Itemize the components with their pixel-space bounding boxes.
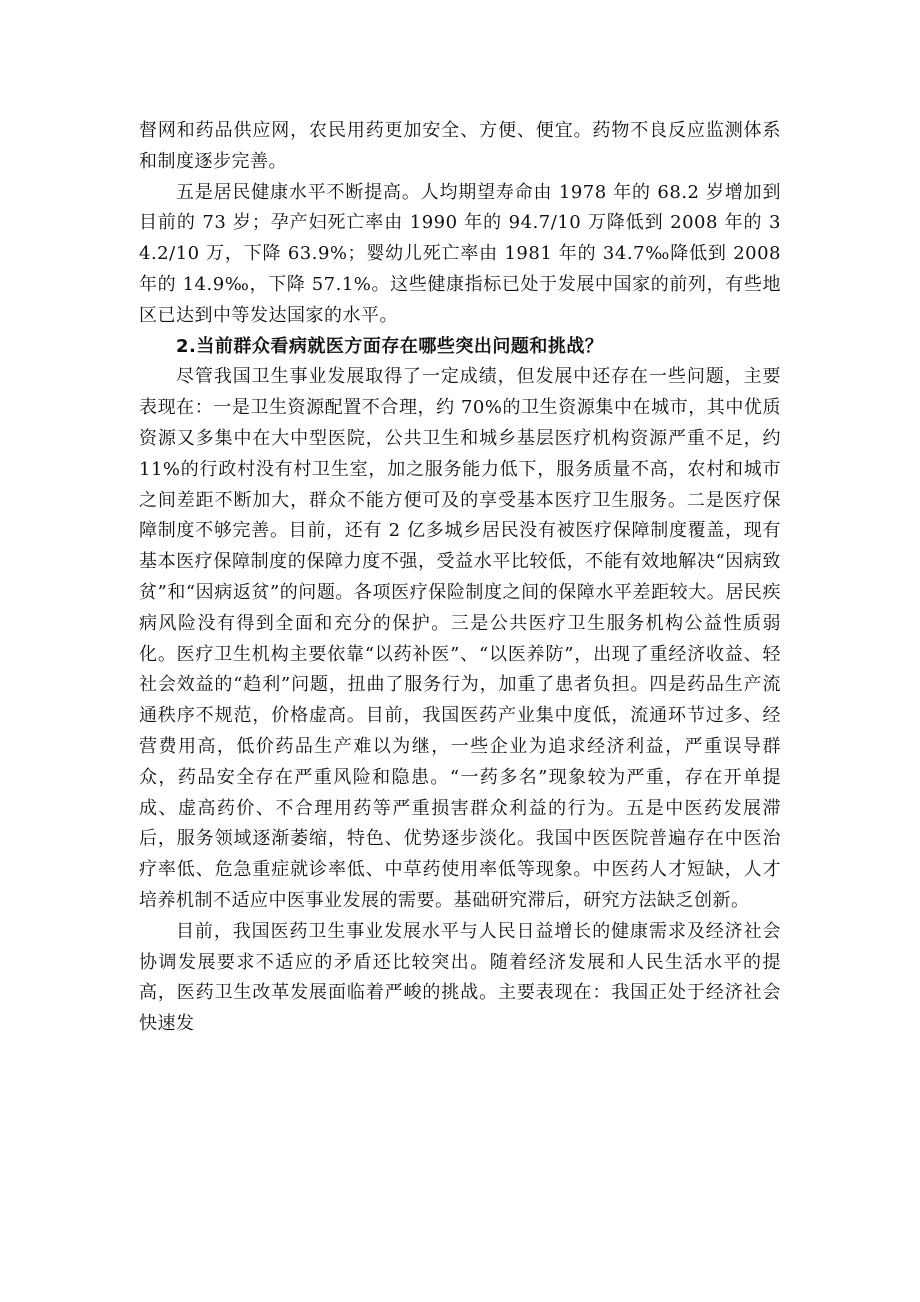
- paragraph-health-level: 五是居民健康水平不断提高。人均期望寿命由 1978 年的 68.2 岁增加到目前的 73 岁；孕产妇死亡率由 1990 年的 94.7/10 万降低到 2008 年的 34.2/10 万，下降 63.9%；婴幼儿死亡率由 1981 年的 34.7‰降低到 2008 年的 14.9‰，下降 57.1%。这些健康指标已处于发展中国家的前列，有些地区已达到中等发达国家的水平。: [139, 181, 781, 326]
- section-heading: 2.当前群众看病就医方面存在哪些突出问题和挑战？: [176, 335, 604, 357]
- paragraph-challenges: 目前，我国医药卫生事业发展水平与人民日益增长的健康需求及经济社会协调发展要求不适应的矛盾还比较突出。随着经济发展和人民生活水平的提高，医药卫生改革发展面临着严峻的挑战。主要表现在：我国正处于经济社会快速发: [139, 920, 781, 1035]
- document-body: [139, 116, 781, 1040]
- paragraph-problems: 尽管我国卫生事业发展取得了一定成绩，但发展中还存在一些问题，主要表现在：一是卫生资源配置不合理，约 70%的卫生资源集中在城市，其中优质资源又多集中在大中型医院，公共卫生和城乡基层医疗机构资源严重不足，约 11%的行政村没有村卫生室，加之服务能力低下，服务质量不高，农村和城市之间差距不断加大，群众不能方便可及的享受基本医疗卫生服务。二是医疗保障制度不够完善。目前，还有 2 亿多城乡居民没有被医疗保障制度覆盖，现有基本医疗保障制度的保障力度不强，受益水平比较低，不能有效地解决“因病致贫”和“因病返贫”的问题。各项医疗保险制度之间的保障水平差距较大。居民疾病风险没有得到全面和充分的保护。三是公共医疗卫生服务机构公益性质弱化。医疗卫生机构主要依靠“以药补医”、“以医养防”，出现了重经济收益、轻社会效益的“趋利”问题，扭曲了服务行为，加重了患者负担。四是药品生产流通秩序不规范，价格虚高。目前，我国医药产业集中度低，流通环节过多、经营费用高，低价药品生产难以为继，一些企业为追求经济利益，严重误导群众，药品安全存在严重风险和隐患。“一药多名”现象较为严重，存在开单提成、虚高药价、不合理用药等严重损害群众利益的行为。五是中医药发展滞后，服务领域逐渐萎缩，特色、优势逐步淡化。我国中医医院普遍存在中医治疗率低、危急重症就诊率低、中草药使用率低等现象。中医药人才短缺，人才培养机制不适应中医事业发展的需要。基础研究滞后，研究方法缺乏创新。: [139, 366, 781, 911]
- paragraph-continuation: 督网和药品供应网，农民用药更加安全、方便、便宜。药物不良反应监测体系和制度逐步完善。: [139, 120, 781, 172]
